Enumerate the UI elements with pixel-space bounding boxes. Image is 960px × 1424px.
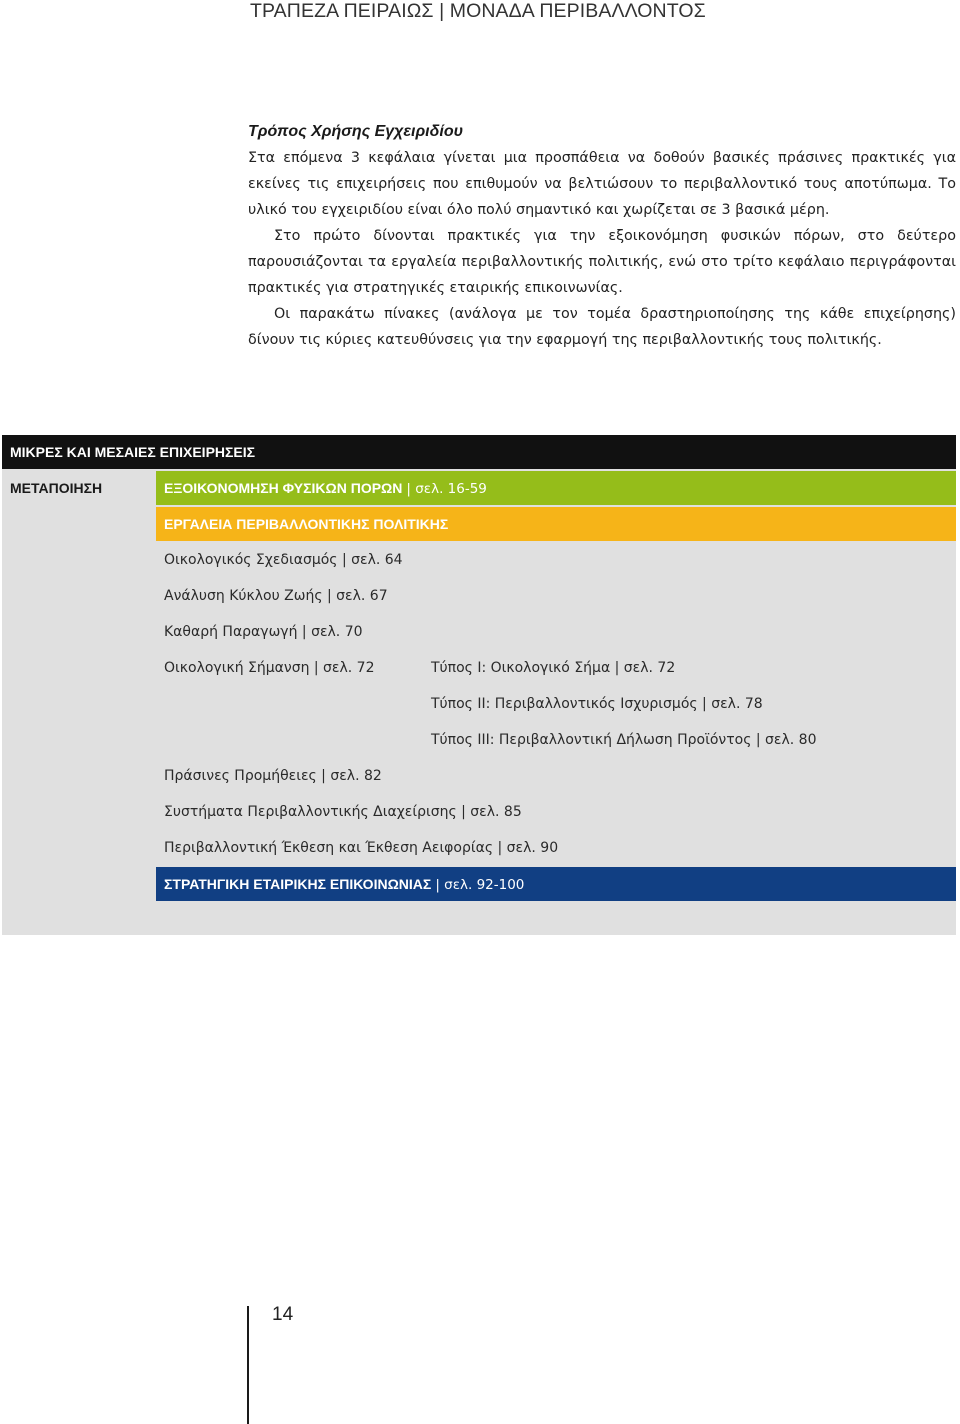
section-natural-resources-label: ΕΞΟΙΚΟΝΟΜΗΣΗ ΦΥΣΙΚΩΝ ΠΟΡΩΝ — [164, 480, 403, 496]
intro-paragraph-3: Οι παρακάτω πίνακες (ανάλογα με τον τομέα δραστηριοποίησης της κάθε επιχείρησης) δίνουν τις κύριες κατευθύνσεις για την εφαρμογή της περιβαλλοντικής τους πολιτικής. — [248, 306, 956, 348]
section-natural-resources-pages: | σελ. 16-59 — [406, 481, 487, 497]
page-header: ΤΡΑΠΕΖΑ ΠΕΙΡΑΙΩΣ | ΜΟΝΑΔΑ ΠΕΡΙΒΑΛΛΟΝΤΟΣ — [250, 0, 706, 22]
eco-label-row — [156, 651, 956, 685]
item-type3[interactable]: Τύπος ΙΙΙ: Περιβαλλοντική Δήλωση Προϊόντος | σελ. 80 — [423, 723, 956, 757]
section-policy-tools[interactable] — [156, 507, 956, 541]
item-ems[interactable]: Συστήματα Περιβαλλοντικής Διαχείρισης | σελ. 85 — [156, 795, 956, 829]
section-communication-pages: | σελ. 92-100 — [435, 877, 525, 893]
item-type1[interactable]: Τύπος Ι: Οικολογικό Σήμα | σελ. 72 — [423, 651, 956, 685]
sector-label: ΜΕΤΑΠΟΙΗΣΗ — [10, 480, 103, 496]
item-lca[interactable]: Ανάλυση Κύκλου Ζωής | σελ. 67 — [156, 579, 956, 613]
table-heading: ΜΙΚΡΕΣ ΚΑΙ ΜΕΣΑΙΕΣ ΕΠΙΧΕΙΡΗΣΕΙΣ — [2, 435, 956, 469]
item-reports[interactable]: Περιβαλλοντική Έκθεση και Έκθεση Αειφορίας | σελ. 90 — [156, 831, 956, 865]
eco-label-subtypes — [156, 687, 956, 757]
intro-paragraph-2: Στο πρώτο δίνονται πρακτικές για την εξοικονόμηση φυσικών πόρων, στο δεύτερο παρουσιάζονται τα εργαλεία περιβαλλοντικής πολιτικής, ενώ στο τρίτο κεφάλαιο περιγράφονται πρακτικές για στρατηγικές εταιρικής επικοινωνίας. — [248, 228, 956, 296]
intro-paragraph-1: Στα επόμενα 3 κεφάλαια γίνεται μια προσπάθεια να δοθούν βασικές πράσινες πρακτικές για εκείνες τις επιχειρήσεις που επιθυμούν να βελτιώσουν το περιβαλλοντικό τους αποτύπωμα. Το υλικό του εγχειριδίου είναι όλο πολύ σημαντικό και χωρίζεται σε 3 βασικά μέρη. — [248, 150, 956, 218]
section-communication-label: ΣΤΡΑΤΗΓΙΚΗ ΕΤΑΙΡΙΚΗΣ ΕΠΙΚΟΙΝΩΝΙΑΣ — [164, 876, 432, 892]
item-eco-design[interactable]: Οικολογικός Σχεδιασμός | σελ. 64 — [156, 543, 956, 577]
page-number: 14 — [272, 1304, 294, 1325]
section-natural-resources[interactable] — [156, 471, 956, 505]
section-communication[interactable] — [156, 867, 956, 901]
eco-label-spacer — [156, 687, 421, 757]
table-body — [2, 469, 956, 935]
intro-section — [248, 118, 956, 353]
intro-title: Τρόπος Χρήσης Εγχειριδίου — [248, 123, 464, 140]
item-green-procurement[interactable]: Πράσινες Προμήθειες | σελ. 82 — [156, 759, 956, 793]
section-policy-tools-label: ΕΡΓΑΛΕΙΑ ΠΕΡΙΒΑΛΛΟΝΤΙΚΗΣ ΠΟΛΙΤΙΚΗΣ — [164, 516, 449, 532]
item-eco-label[interactable]: Οικολογική Σήμανση | σελ. 72 — [156, 651, 421, 685]
table-column — [156, 471, 956, 903]
guide-table — [2, 435, 956, 935]
eco-label-subtypes-column — [423, 687, 956, 757]
page-number-divider — [247, 1306, 249, 1424]
item-type2[interactable]: Τύπος ΙΙ: Περιβαλλοντικός Ισχυρισμός | σελ. 78 — [423, 687, 956, 721]
item-clean-production[interactable]: Καθαρή Παραγωγή | σελ. 70 — [156, 615, 956, 649]
